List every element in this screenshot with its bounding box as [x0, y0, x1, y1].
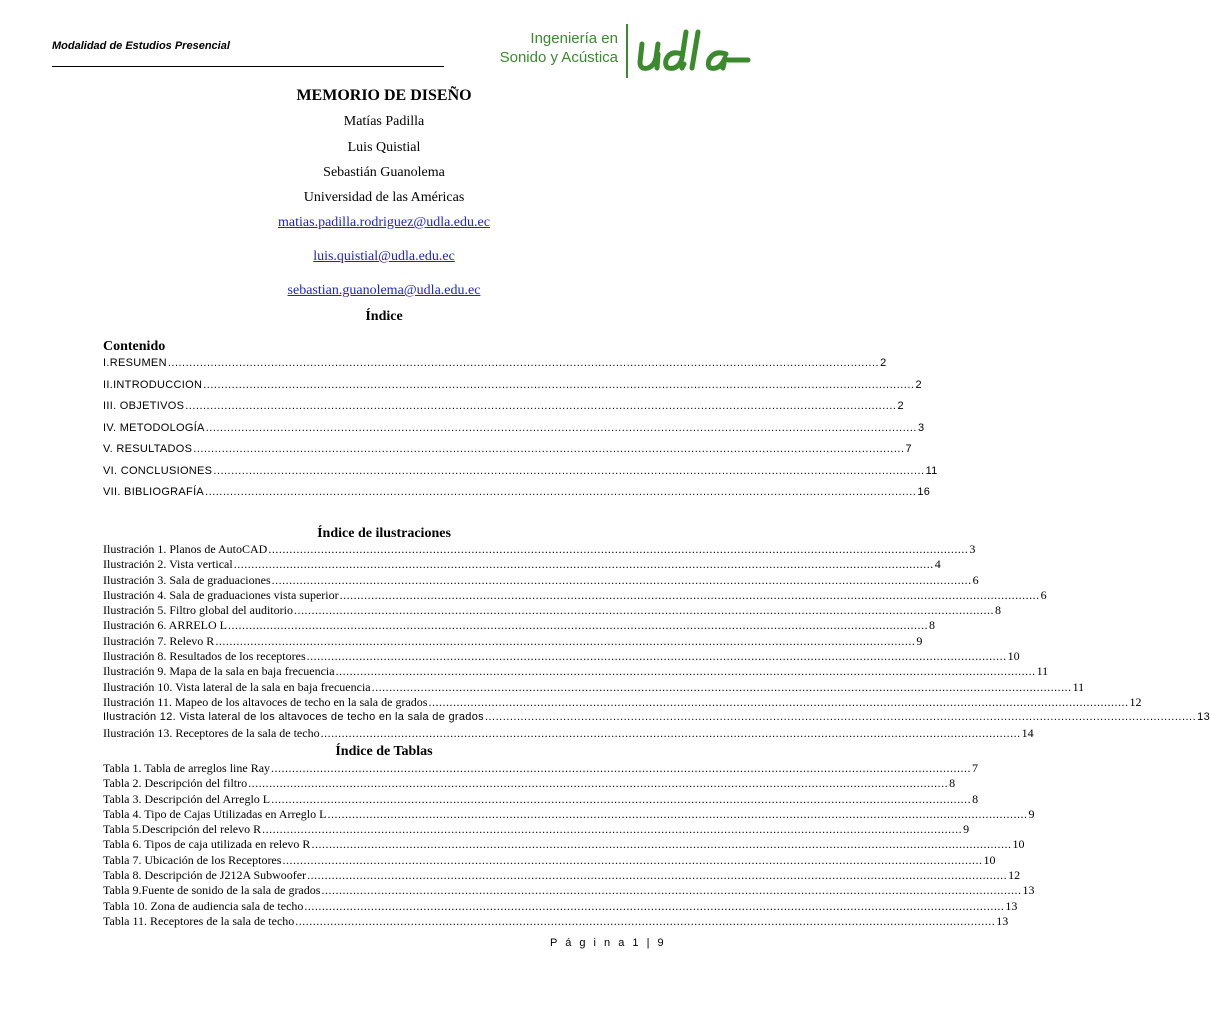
dot-leader: ........................................................................................................................................................................................................	[205, 421, 917, 434]
logo-text	[500, 29, 618, 67]
contents-entry-label: VI. CONCLUSIONES	[103, 464, 213, 477]
table-entry-page: 9	[963, 822, 970, 837]
dot-leader: ........................................................................................................................................................................................................	[428, 694, 1129, 709]
illustration-entry[interactable]	[103, 618, 935, 633]
illustration-entry-label: Ilustración 12. Vista lateral de los altavoces de techo en la sala de grados	[103, 711, 484, 724]
table-entry[interactable]	[103, 822, 970, 837]
contents-entry-page: 3	[917, 421, 925, 434]
dot-leader: ........................................................................................................................................................................................................	[213, 464, 925, 477]
dot-leader: ........................................................................................................................................................................................................	[203, 378, 915, 391]
table-entry-label: Tabla 10. Zona de audiencia sala de techo	[103, 898, 304, 913]
page-footer: P á g i n a 1 | 9	[550, 937, 667, 949]
dot-leader: ........................................................................................................................................................................................................	[282, 852, 983, 867]
illustration-entry-label: Ilustración 13. Receptores de la sala de techo	[103, 725, 320, 740]
udla-logo-icon	[636, 24, 754, 78]
dot-leader: ........................................................................................................................................................................................................	[307, 868, 1008, 883]
contents-entry-page: 2	[915, 378, 922, 391]
contents-entry-page: 11	[925, 464, 938, 477]
table-entry-page: 12	[1008, 868, 1021, 883]
dot-leader: ........................................................................................................................................................................................................	[311, 837, 1012, 852]
table-entry[interactable]	[103, 913, 1009, 929]
illustration-entry[interactable]	[103, 587, 1047, 603]
dot-leader: ........................................................................................................................................................................................................	[205, 486, 917, 498]
table-entry-page: 8	[949, 776, 956, 791]
illustration-entry-page: 14	[1021, 725, 1034, 740]
dot-leader: ........................................................................................................................................................................................................	[320, 725, 1021, 740]
illustration-entry-page: 9	[916, 633, 923, 648]
index-title: Índice	[365, 309, 403, 324]
table-entry[interactable]	[103, 883, 1035, 898]
header-rule	[52, 66, 444, 67]
table-entry-label: Tabla 7. Ubicación de los Receptores	[103, 852, 282, 867]
illustration-entry-label: Ilustración 10. Vista lateral de la sala en baja frecuencia	[103, 679, 371, 694]
dot-leader: ........................................................................................................................................................................................................	[295, 913, 996, 928]
table-entry-label: Tabla 1. Tabla de arreglos line Ray	[103, 761, 271, 775]
contents-entry[interactable]	[103, 396, 904, 418]
illustration-entry[interactable]	[103, 649, 1020, 664]
email-link-3[interactable]: sebastian.guanolema@udla.edu.ec	[287, 283, 481, 298]
tables-heading: Índice de Tablas	[335, 744, 433, 759]
illustration-entry-label: Ilustración 11. Mapeo de los altavoces de techo en la sala de grados	[103, 694, 428, 709]
illustration-entry[interactable]	[103, 633, 923, 649]
illustration-entry[interactable]	[103, 710, 1210, 725]
illustration-entry-label: Ilustración 9. Mapa de la sala en baja frecuencia	[103, 664, 335, 679]
dot-leader: ........................................................................................................................................................................................................	[321, 883, 1022, 898]
logo-line-2: Sonido y Acústica	[499, 49, 618, 66]
contents-entry[interactable]	[103, 418, 925, 440]
table-entry-page: 10	[983, 852, 996, 867]
dot-leader: ........................................................................................................................................................................................................	[271, 791, 972, 806]
dot-leader: ........................................................................................................................................................................................................	[335, 664, 1036, 679]
illustration-entry-label: Ilustración 1. Planos de AutoCAD	[103, 542, 268, 556]
table-entry-page: 8	[972, 791, 979, 806]
contents-entry-page: 2	[880, 357, 887, 369]
illustration-entry-label: Ilustración 8. Resultados de los receptores	[103, 649, 306, 664]
document-title: MEMORIO DE DISEÑO	[296, 87, 472, 104]
contents-entry-label: VII. BIBLIOGRAFÍA	[103, 486, 205, 498]
table-entry-page: 10	[1012, 837, 1025, 852]
illustration-entry-page: 6	[972, 572, 979, 587]
dot-leader: ........................................................................................................................................................................................................	[167, 357, 880, 369]
dot-leader: ........................................................................................................................................................................................................	[193, 443, 905, 455]
table-entry-page: 13	[996, 913, 1009, 928]
dot-leader: ........................................................................................................................................................................................................	[215, 633, 916, 648]
email-link-1[interactable]: matias.padilla.rodriguez@udla.edu.ec	[278, 215, 490, 230]
illustration-entry-label: Ilustración 6. ARRELO L	[103, 618, 227, 633]
contents-entry[interactable]	[103, 439, 912, 461]
logo-line-1: Ingeniería en	[530, 30, 618, 47]
contents-entry-label: II.INTRODUCCION	[103, 378, 203, 391]
contents-entry-label: V. RESULTADOS	[103, 443, 193, 455]
contents-entry[interactable]	[103, 375, 922, 397]
table-entry[interactable]	[103, 852, 996, 868]
dot-leader: ........................................................................................................................................................................................................	[227, 618, 928, 633]
illustration-entry[interactable]	[103, 603, 1001, 618]
contents-list	[103, 353, 938, 504]
university-logo	[470, 22, 762, 78]
contents-entry[interactable]	[103, 353, 887, 375]
illustration-entry[interactable]	[103, 664, 1049, 679]
dot-leader: ........................................................................................................................................................................................................	[371, 679, 1072, 694]
dot-leader: ........................................................................................................................................................................................................	[271, 761, 972, 775]
tables-list	[103, 761, 1035, 929]
table-entry[interactable]	[103, 761, 979, 776]
contents-entry-label: I.RESUMEN	[103, 357, 167, 369]
illustrations-list	[103, 542, 1210, 741]
table-entry-label: Tabla 5.Descripción del relevo R	[103, 822, 262, 837]
contents-entry-label: III. OBJETIVOS	[103, 400, 185, 412]
table-entry-label: Tabla 2. Descripción del filtro	[103, 776, 248, 791]
dot-leader: ........................................................................................................................................................................................................	[327, 806, 1028, 821]
contents-entry[interactable]	[103, 461, 938, 483]
table-entry-page: 13	[1005, 898, 1018, 913]
illustration-entry[interactable]	[103, 557, 941, 572]
contents-entry-page: 16	[917, 486, 931, 498]
email-link-2[interactable]: luis.quistial@udla.edu.ec	[313, 249, 455, 264]
contents-entry-page: 2	[897, 400, 904, 412]
illustration-entry-page: 6	[1040, 587, 1047, 602]
table-entry[interactable]	[103, 806, 1035, 822]
illustration-entry[interactable]	[103, 725, 1034, 741]
dot-leader: ........................................................................................................................................................................................................	[293, 603, 994, 618]
illustration-entry-label: Ilustración 4. Sala de graduaciones vista superior	[103, 587, 339, 602]
illustration-entry[interactable]	[103, 679, 1085, 695]
illustration-entry-page: 11	[1072, 679, 1085, 694]
dot-leader: ........................................................................................................................................................................................................	[339, 587, 1040, 602]
illustration-entry[interactable]	[103, 572, 979, 588]
author-2: Luis Quistial	[347, 140, 421, 155]
illustration-entry-page: 13	[1197, 711, 1210, 724]
contents-entry-page: 7	[905, 443, 912, 455]
table-entry-page: 9	[1028, 806, 1035, 821]
table-entry[interactable]	[103, 791, 979, 807]
illustration-entry-page: 12	[1129, 694, 1142, 709]
table-entry[interactable]	[103, 868, 1021, 883]
illustration-entry-label: Ilustración 7. Relevo R	[103, 633, 215, 648]
table-entry[interactable]	[103, 898, 1018, 914]
author-1: Matías Padilla	[343, 114, 425, 129]
table-entry[interactable]	[103, 776, 956, 791]
illustration-entry[interactable]	[103, 542, 976, 557]
table-entry-label: Tabla 6. Tipos de caja utilizada en relevo R	[103, 837, 311, 852]
dot-leader: ........................................................................................................................................................................................................	[248, 776, 949, 791]
table-entry-label: Tabla 4. Tipo de Cajas Utilizadas en Arreglo L	[103, 806, 327, 821]
illustration-entry-page: 11	[1036, 664, 1049, 679]
contents-heading: Contenido	[103, 339, 166, 354]
header-modality: Modalidad de Estudios Presencial	[52, 40, 230, 52]
illustration-entry-label: Ilustración 2. Vista vertical	[103, 557, 233, 572]
table-entry-label: Tabla 11. Receptores de la sala de techo	[103, 913, 295, 928]
illustration-entry-page: 3	[969, 542, 976, 556]
table-entry-label: Tabla 3. Descripción del Arreglo L	[103, 791, 271, 806]
dot-leader: ........................................................................................................................................................................................................	[306, 649, 1007, 664]
illustration-entry-label: Ilustración 3. Sala de graduaciones	[103, 572, 271, 587]
dot-leader: ........................................................................................................................................................................................................	[304, 898, 1005, 913]
logo-divider	[626, 24, 628, 78]
dot-leader: ........................................................................................................................................................................................................	[233, 557, 934, 572]
illustrations-heading: Índice de ilustraciones	[317, 526, 451, 541]
dot-leader: ........................................................................................................................................................................................................	[185, 400, 897, 412]
illustration-entry-page: 8	[928, 618, 935, 633]
table-entry-page: 13	[1022, 883, 1035, 898]
contents-entry-label: IV. METODOLOGÍA	[103, 421, 205, 434]
illustration-entry-label: Ilustración 5. Filtro global del auditorio	[103, 603, 293, 618]
contents-entry[interactable]	[103, 482, 931, 504]
table-entry[interactable]	[103, 837, 1025, 852]
table-entry-page: 7	[972, 761, 979, 775]
institution: Universidad de las Américas	[303, 190, 465, 205]
illustration-entry-page: 10	[1007, 649, 1020, 664]
illustration-entry-page: 8	[994, 603, 1001, 618]
illustration-entry-page: 4	[934, 557, 941, 572]
table-entry-label: Tabla 9.Fuente de sonido de la sala de grados	[103, 883, 321, 898]
dot-leader: ........................................................................................................................................................................................................	[484, 711, 1197, 724]
author-3: Sebastián Guanolema	[323, 165, 445, 180]
illustration-entry[interactable]	[103, 694, 1142, 710]
table-entry-label: Tabla 8. Descripción de J212A Subwoofer	[103, 868, 307, 883]
dot-leader: ........................................................................................................................................................................................................	[271, 572, 972, 587]
dot-leader: ........................................................................................................................................................................................................	[268, 542, 969, 556]
dot-leader: ........................................................................................................................................................................................................	[262, 822, 963, 837]
